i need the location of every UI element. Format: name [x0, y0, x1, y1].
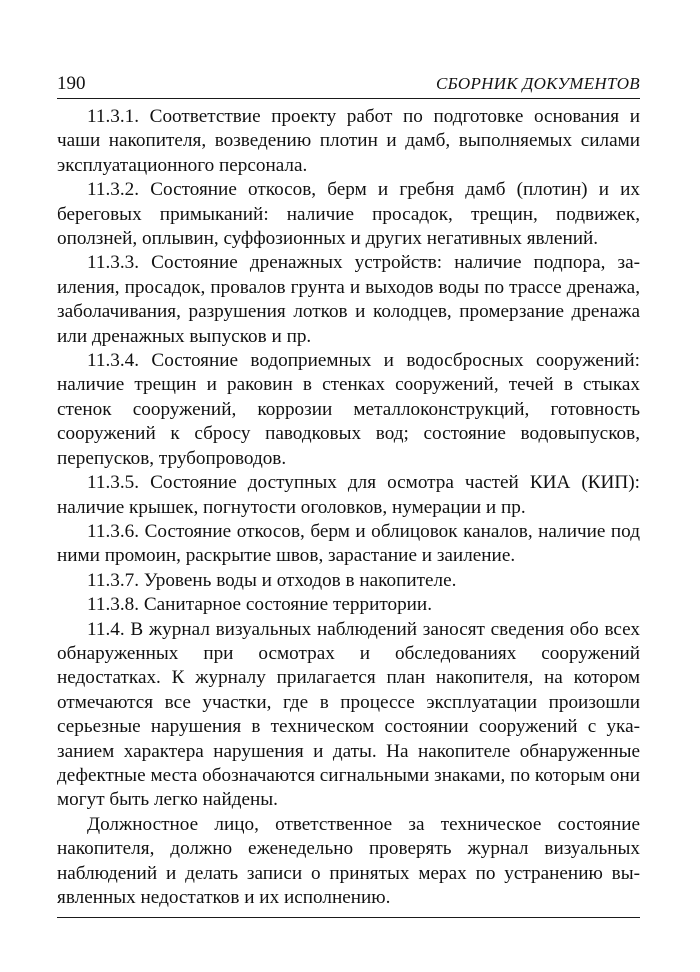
paragraph-11-4: 11.4. В журнал визуальных наблюдений заносят сведения обо всех обнаруженных при осмотрах и обследованиях сооружений недостатках. К журналу прилагается план накопителя, на котором отмечаются все участки, где в процессе эксплуатации произошли серьезные нарушения в техническом состоянии сооружений с указанием характера нарушения и даты. На накопителе обнаруженные дефектные места обозначаются сигнальными знаками, по которым они могут быть легко найдены.: [57, 618, 640, 811]
body-text: [57, 105, 640, 910]
page-number: 190: [57, 73, 86, 94]
paragraph-11-3-2: 11.3.2. Состояние откосов, берм и гребня дамб (плотин) и их береговых примыканий: наличие просадок, трещин, подвижек, оползней, оплывин, суффозионных и других негативных явлений.: [57, 179, 640, 250]
document-page: [57, 70, 640, 918]
paragraph-11-3-8: 11.3.8. Санитарное состояние территории.: [87, 594, 432, 616]
bottom-rule: [57, 917, 640, 918]
paragraph-responsible-person: Должностное лицо, ответственное за техническое состояние накопителя, должно еженедельно проверять журнал визуальных наблюдений и делать записи о принятых мерах по устранению выявленных недостатков и их исполнению.: [57, 813, 640, 908]
running-header: [57, 70, 640, 99]
paragraph-11-3-5: 11.3.5. Состояние доступных для осмотра частей КИА (КИП): наличие крышек, погнутости оголовков, нумерации и пр.: [57, 472, 640, 518]
paragraph-11-3-4: 11.3.4. Состояние водоприемных и водосбросных сооружений: наличие трещин и раковин в стенках сооружений, течей в стыках стенок сооружений, коррозии металлоконструкций, готовность сооружений к сбросу паводковых вод; состояние водовыпусков, перепусков, трубопроводов.: [57, 350, 640, 469]
paragraph-11-3-1: 11.3.1. Соответствие проекту работ по подготовке основания и чаши накопителя, возведению плотин и дамб, выполняемых силами эксплуатационного персонала.: [57, 106, 640, 176]
paragraph-11-3-7: 11.3.7. Уровень воды и отходов в накопителе.: [87, 569, 457, 591]
header-title: СБОРНИК ДОКУМЕНТОВ: [435, 74, 640, 93]
paragraph-11-3-3: 11.3.3. Состояние дренажных устройств: наличие подпора, заиления, просадок, провалов грунта и выходов воды по трассе дренажа, заболачивания, разрушения лотков и колодцев, промерзание дренажа или дренажных выпусков и пр.: [57, 252, 640, 347]
paragraph-11-3-6: 11.3.6. Состояние откосов, берм и облицовок каналов, наличие под ними промоин, раскрытие швов, зарастание и заиление.: [57, 520, 640, 567]
